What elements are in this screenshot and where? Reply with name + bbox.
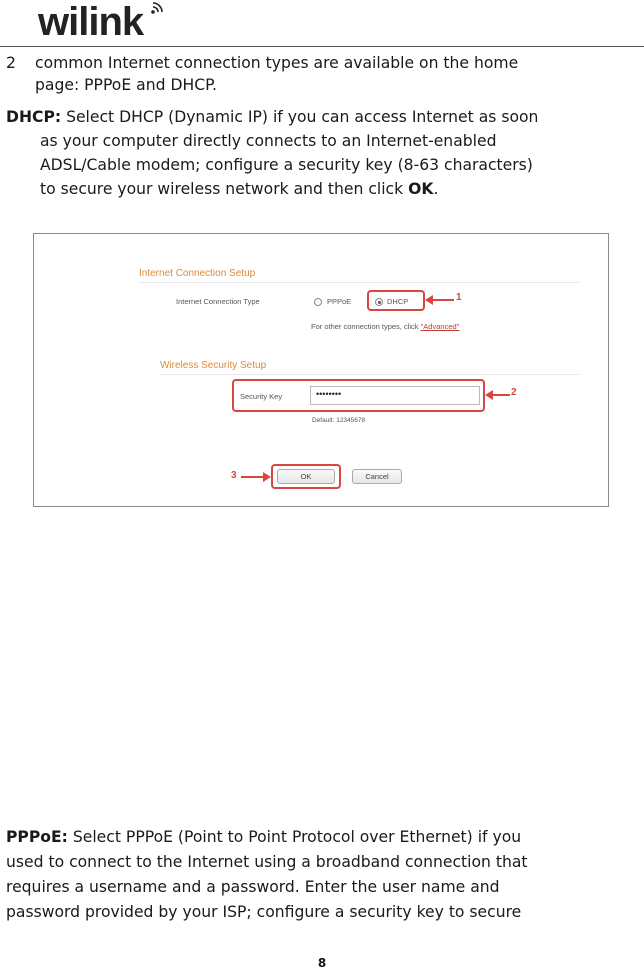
list-number: 2 (6, 54, 16, 72)
callout-number-1: 1 (456, 292, 462, 303)
logo-text: wilink (38, 0, 144, 44)
intro-line-1: common Internet connection types are available on the home (35, 54, 519, 72)
radio-dhcp[interactable] (375, 298, 383, 306)
embedded-screenshot (33, 233, 609, 507)
pppoe-paragraph-line-2: used to connect to the Internet using a broadband connection that (6, 853, 528, 871)
dhcp-text-4: to secure your wireless network and then click (40, 180, 409, 198)
intro-line-2: page: PPPoE and DHCP. (35, 76, 218, 94)
dhcp-label: DHCP: (6, 108, 62, 126)
advanced-link[interactable]: "Advanced" (420, 322, 460, 331)
radio-pppoe[interactable] (314, 298, 322, 306)
arrow-3-head (263, 472, 271, 482)
dhcp-paragraph-line-2: as your computer directly connects to an Internet-enabled (40, 132, 497, 150)
header-rule (0, 46, 644, 47)
connection-type-label: Internet Connection Type (176, 297, 260, 306)
divider (160, 374, 579, 375)
option-pppoe-label: PPPoE (327, 297, 352, 306)
option-dhcp-label: DHCP (387, 297, 409, 306)
arrow-2-line (492, 394, 510, 396)
ok-emphasis: OK (408, 180, 434, 198)
other-types-label: For other connection types, click (311, 322, 421, 331)
signal-icon (150, 1, 164, 15)
divider (139, 282, 579, 283)
callout-number-3: 3 (231, 470, 237, 481)
page-number: 8 (317, 956, 327, 970)
other-types-text (311, 322, 459, 331)
callout-number-2: 2 (511, 387, 517, 398)
dhcp-text-1: Select DHCP (Dynamic IP) if you can access Internet as soon (61, 108, 539, 126)
dhcp-paragraph-line-3: ADSL/Cable modem; configure a security key (8-63 characters) (40, 156, 533, 174)
security-key-input[interactable] (310, 386, 480, 405)
dhcp-paragraph-line-4 (40, 178, 438, 200)
security-key-label: Security Key (240, 392, 283, 401)
pppoe-paragraph-line-1 (6, 826, 521, 848)
pppoe-paragraph-line-4: password provided by your ISP; configure a security key to secure (6, 903, 522, 921)
arrow-3-line (241, 476, 263, 478)
security-key-value: •••••••• (316, 389, 342, 399)
pppoe-paragraph-line-3: requires a username and a password. Enter the user name and (6, 878, 500, 896)
dhcp-period: . (433, 180, 439, 198)
arrow-1-line (432, 299, 454, 301)
pppoe-label: PPPoE: (6, 828, 68, 846)
pppoe-text-1: Select PPPoE (Point to Point Protocol over Ethernet) if you (67, 828, 522, 846)
wireless-setup-title: Wireless Security Setup (160, 360, 267, 371)
dhcp-paragraph-line-1 (6, 106, 538, 128)
wilink-logo (38, 2, 143, 42)
default-text: Default: 12345678 (312, 417, 366, 424)
ok-button[interactable]: OK (277, 469, 335, 484)
internet-setup-title: Internet Connection Setup (139, 268, 256, 279)
cancel-button[interactable]: Cancel (352, 469, 402, 484)
